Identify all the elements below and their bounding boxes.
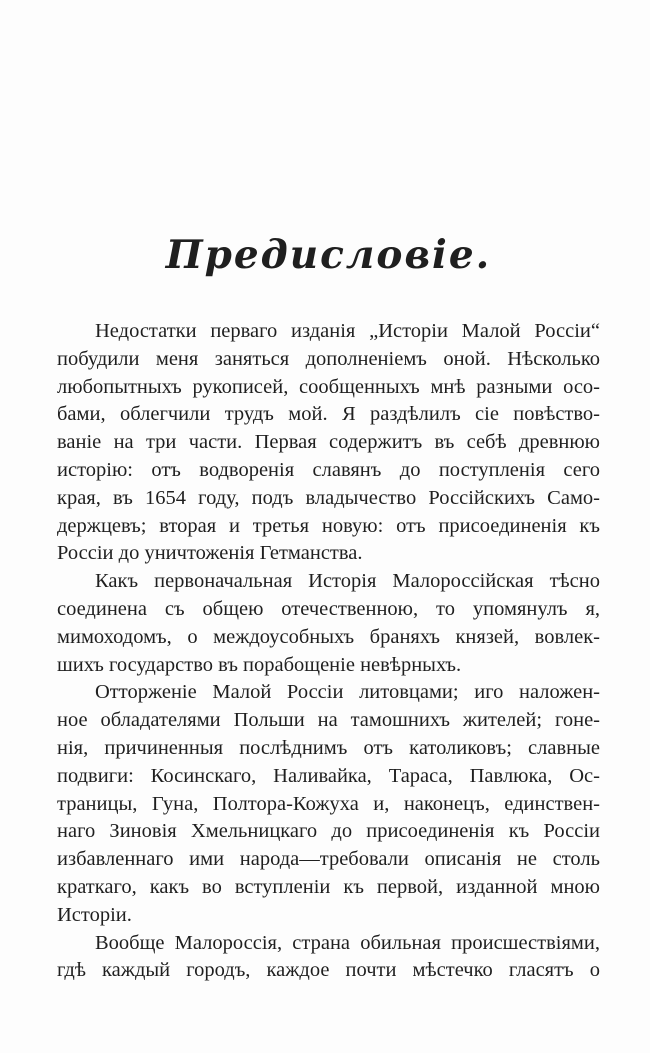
paragraph	[57, 568, 600, 679]
paragraph	[57, 318, 600, 568]
preface-text-block	[57, 318, 600, 985]
text-line: ное обладателями Польши на тамошнихъ жителей; гоне-	[57, 709, 600, 732]
paragraph	[57, 930, 600, 986]
text-line: Россіи до уничтоженія Гетманства.	[57, 542, 363, 565]
text-line: края, въ 1654 году, подъ владычество Россійскихъ Само-	[57, 486, 600, 509]
text-line: Вообще Малороссія, страна обильная происшествіями,	[95, 931, 600, 954]
text-line: шихъ государство въ порабощеніе невѣрныхъ.	[57, 653, 462, 676]
page-title: Предисловіе.	[165, 232, 492, 278]
text-line: исторію: отъ водворенія славянъ до поступленія сего	[57, 458, 600, 481]
text-line: избавленнаго ими народа—требовали описанія не столь	[57, 848, 600, 871]
text-line: наго Зиновія Хмельницкаго до присоединенія къ Россіи	[57, 820, 600, 843]
text-line: нія, причиненныя послѣднимъ отъ католиковъ; славные	[57, 736, 600, 759]
text-line: любопытныхъ рукописей, сообщенныхъ мнѣ разными осо-	[57, 375, 600, 398]
text-line: мимоходомъ, о междоусобныхъ браняхъ князей, вовлек-	[57, 625, 600, 648]
text-line: траницы, Гуна, Полтора-Кожуха и, наконецъ, единствен-	[57, 792, 600, 815]
text-line: бами, облегчили трудъ мой. Я раздѣлилъ сіе повѣство-	[57, 403, 600, 426]
text-line: ваніе на три части. Первая содержитъ въ себѣ древнюю	[57, 431, 600, 454]
text-line: Отторженіе Малой Россіи литовцами; иго наложен-	[95, 681, 600, 704]
text-line: Какъ первоначальная Исторія Малороссійская тѣсно	[95, 570, 600, 593]
text-line: гдѣ каждый городъ, каждое почти мѣстечко гласятъ о	[57, 959, 600, 982]
text-line: побудили меня заняться дополненіемъ оной. Нѣсколько	[57, 347, 600, 370]
text-line: подвиги: Косинскаго, Наливайка, Тараса, Павлюка, Ос-	[57, 764, 600, 787]
text-line: Исторіи.	[57, 903, 132, 926]
paragraph	[57, 679, 600, 929]
text-line: Недостатки перваго изданія „Исторіи Малой Россіи“	[95, 320, 600, 342]
text-line: держцевъ; вторая и третья новую: отъ присоединенія къ	[57, 514, 600, 537]
text-line: краткаго, какъ во вступленіи къ первой, изданной мною	[57, 875, 600, 898]
text-line: соединена съ общею отечественною, то упомянулъ я,	[57, 597, 600, 620]
